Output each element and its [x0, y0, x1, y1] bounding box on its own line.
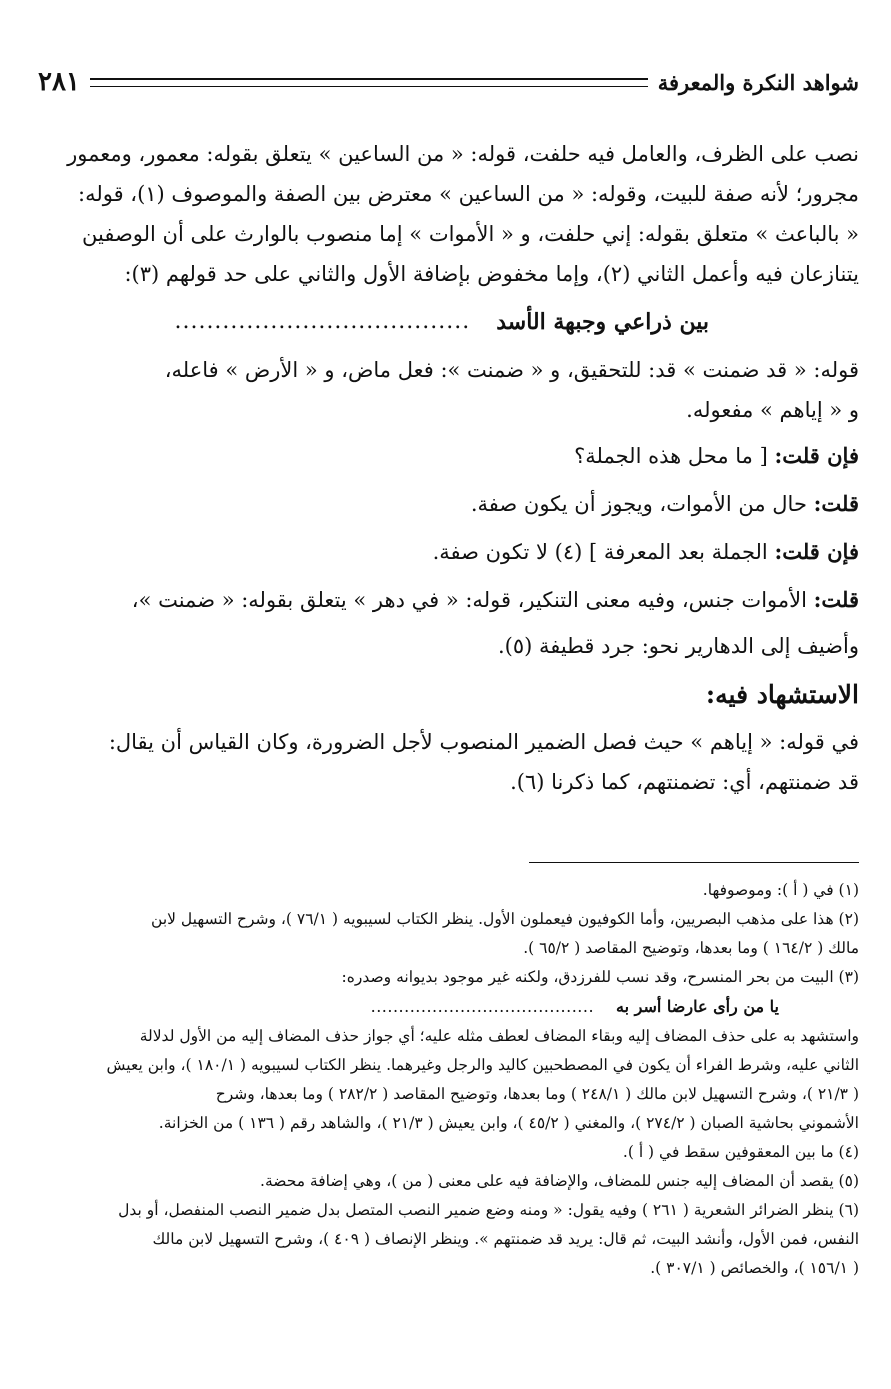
footnote-5: (٥) يقصد أن المضاف إليه جنس للمضاف، والإضافة فيه على معنى ( من )، وهي إضافة محضة.	[260, 1172, 859, 1190]
paragraph-line: و « إياهم » مفعوله.	[686, 398, 859, 422]
paragraph-line: يتنازعان فيه وأعمل الثاني (٢)، وإما مخفوض بإضافة الأول والثاني على حد قولهم (٣):	[124, 262, 859, 286]
footnote-6-line: (٦) ينظر الضرائر الشعرية ( ٢٦١ ) وفيه يقول: « ومنه وضع ضمير النصب المتصل بدل ضمير النصب المنفصل، أو بدل	[118, 1201, 859, 1219]
paragraph-line: في قوله: « إياهم » حيث فصل الضمير المنصوب لأجل الضرورة، وكان القياس أن يقال:	[108, 730, 859, 754]
page-header	[38, 62, 859, 102]
footnote-verse	[38, 992, 859, 1022]
footnote-3-line: (٣) البيت من بحر المنسرح، وقد نسب للفرزدق، ولكنه غير موجود بديوانه وصدره:	[341, 968, 859, 986]
verse-dots: .....................................	[174, 309, 471, 334]
qa-text: [ ما محل هذه الجملة؟	[574, 444, 768, 468]
qa-text: الأموات جنس، وفيه معنى التنكير، قوله: « في دهر » يتعلق بقوله: « ضمنت »،	[131, 588, 807, 612]
main-text	[38, 134, 859, 802]
paragraph-line: قد ضمنتهم، أي: تضمنتهم، كما ذكرنا (٦).	[510, 770, 859, 794]
paragraph-line: مجرور؛ لأنه صفة للبيت، وقوله: « من الساعين » معترض بين الصفة والموصوف (١)، قوله:	[78, 182, 859, 206]
footnote-3-line: الأشموني بحاشية الصبان ( ٢٧٤/٢ )، والمغني ( ٤٥/٢ )، وابن يعيش ( ٢١/٣ )، والشاهد رقم ( ١٣٦ ) من الخزانة.	[158, 1114, 859, 1132]
footnotes	[38, 876, 859, 1283]
footnote-4: (٤) ما بين المعقوفين سقط في ( أ ).	[622, 1143, 859, 1161]
running-title: شواهد النكرة والمعرفة	[657, 69, 859, 95]
paragraph-line: قوله: « قد ضمنت » قد: للتحقيق، و « ضمنت »: فعل ماض، و « الأرض » فاعله،	[164, 358, 859, 382]
qa-text: الجملة بعد المعرفة ] (٤) لا تكون صفة.	[432, 540, 768, 564]
footnote-6-line: النفس، فمن الأول، وأنشد البيت، ثم قال: يريد قد ضمنتهم ». وينظر الإنصاف ( ٤٠٩ )، وشرح التسهيل لابن مالك	[152, 1230, 859, 1248]
header-rule	[90, 78, 648, 87]
paragraph-line: وأضيف إلى الدهارير نحو: جرد قطيفة (٥).	[497, 634, 859, 658]
verse-text: بين ذراعي وجبهة الأسد	[496, 309, 709, 335]
poetry-verse	[38, 294, 859, 350]
paragraph-line: نصب على الظرف، والعامل فيه حلفت، قوله: « من الساعين » يتعلق بقوله: معمور، ومعمور	[67, 142, 859, 166]
footnote-2-line: مالك ( ١٦٤/٢ ) وما بعدها، وتوضيح المقاصد ( ٦٥/٢ ).	[523, 939, 859, 957]
footnote-2-line: (٢) هذا على مذهب البصريين، وأما الكوفيون فيعملون الأول. ينظر الكتاب لسيبويه ( ٧٦/١ )، وشرح التسهيل لابن	[151, 910, 859, 928]
footnote-3-line: الثاني عليه، وشرط الفراء أن يكون في المصطحبين كاليد والرجل وغيرهما. ينظر الكتاب لسيبويه ( ١٨٠/١ )، وابن يعيش	[106, 1056, 859, 1074]
page-number: ٢٨١	[38, 67, 80, 97]
paragraph-line: « بالباعث » متعلق بقوله: إني حلفت، و « الأموات » إما منصوب بالوارث على أن الوصفين	[82, 222, 859, 246]
section-heading: الاستشهاد فيه:	[705, 680, 859, 709]
footnote-verse-text: يا من رأى عارضا أسر به	[616, 997, 779, 1016]
qa-line	[38, 578, 859, 622]
qa-line	[38, 530, 859, 574]
qa-line	[38, 482, 859, 526]
qa-label: فإن قلت:	[774, 539, 859, 564]
qa-line	[38, 434, 859, 478]
footnote-3-line: واستشهد به على حذف المضاف إليه وبقاء المضاف لعطف مثله عليه؛ أي جواز حذف المضاف إليه من الأول لدلالة	[139, 1027, 859, 1045]
qa-label: قلت:	[813, 587, 859, 612]
footnote-1: (١) في ( أ ): وموصوفها.	[702, 881, 859, 899]
qa-text: حال من الأموات، ويجوز أن يكون صفة.	[470, 492, 807, 516]
footnote-3-line: ( ٢١/٣ )، وشرح التسهيل لابن مالك ( ٢٤٨/١ ) وما بعدها، وتوضيح المقاصد ( ٢٨٢/٢ ) وما بعدها، وشرح	[215, 1085, 859, 1103]
qa-label: فإن قلت:	[774, 443, 859, 468]
qa-label: قلت:	[813, 491, 859, 516]
footnote-rule	[529, 862, 859, 863]
footnote-verse-dots: ........................................	[370, 997, 595, 1016]
footnote-6-line: ( ١٥٦/١ )، والخصائص ( ٣٠٧/١ ).	[650, 1259, 859, 1277]
